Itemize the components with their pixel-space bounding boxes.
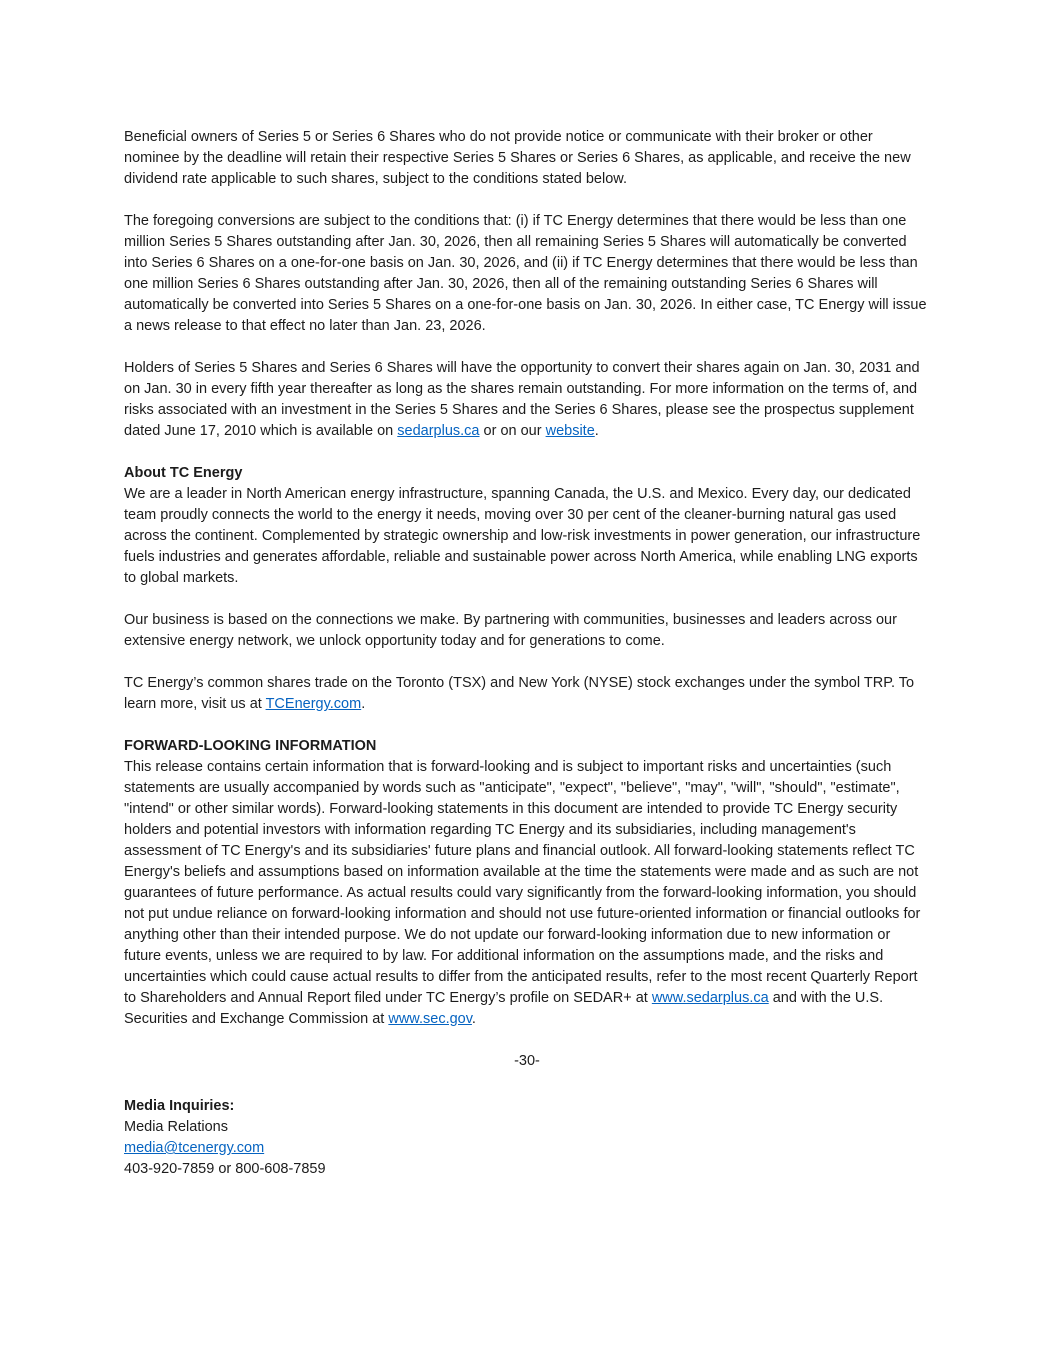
- text-segment: .: [594, 423, 599, 439]
- text-segment: .: [361, 696, 366, 712]
- sec-gov-link[interactable]: www.sec.gov: [388, 1011, 472, 1027]
- media-inquiries-heading: Media Inquiries:: [124, 1098, 235, 1114]
- paragraph-about-leader: We are a leader in North American energy infrastructure, spanning Canada, the U.S. and Mexico. Every day, our dedicated team proudly connects the world to the energy it needs, moving over 30 per cent of the cleaner-burning natural gas used across the continent. Complemented by strategic ownership and low-risk investments in power generation, our infrastructure fuels industries and generates affordable, reliable and sustainable power across North America, while enabling LNG exports to global markets.: [124, 486, 921, 586]
- tcenergy-com-link[interactable]: TCEnergy.com: [265, 696, 362, 712]
- media-inquiries-block: [124, 1096, 930, 1180]
- text-segment: .: [471, 1011, 476, 1027]
- media-email-link[interactable]: media@tcenergy.com: [124, 1140, 265, 1156]
- text-segment: TC Energy’s common shares trade on the Toronto (TSX) and New York (NYSE) stock exchanges under the symbol TRP. To learn more, visit us at: [124, 675, 915, 712]
- media-relations-line: Media Relations: [124, 1119, 228, 1135]
- end-of-release-mark: -30-: [514, 1053, 540, 1069]
- text-segment: Holders of Series 5 Shares and Series 6 Shares will have the opportunity to convert their shares again on Jan. 30, 2031 and on Jan. 30 in every fifth year thereafter as long as the shares remain outstanding. For more information on the terms of, and risks associated with an investment in the Series 5 Shares and the Series 6 Shares, please see the prospectus supplement dated June 17, 2010 which is available on: [124, 360, 920, 439]
- website-link[interactable]: website: [545, 423, 595, 439]
- forward-looking-information-heading: FORWARD-LOOKING INFORMATION: [124, 738, 377, 754]
- paragraph-about-connections: Our business is based on the connections we make. By partnering with communities, businesses and leaders across our extensive energy network, we unlock opportunity today and for generations to come.: [124, 612, 897, 649]
- paragraph-conversion-opportunity: [124, 358, 930, 442]
- media-phone-line: 403-920-7859 or 800-608-7859: [124, 1161, 326, 1177]
- text-segment: or on our: [479, 423, 546, 439]
- about-tc-energy-heading: About TC Energy: [124, 465, 243, 481]
- paragraph-forward-looking: [124, 757, 930, 1030]
- text-segment: This release contains certain information that is forward-looking and is subject to important risks and uncertainties (such statements are usually accompanied by words such as "anticipate", "expect", "believe", "may", "will", "should", "estimate", "intend" or other similar words). Forward-looking statements in this document are intended to provide TC Energy security holders and potential investors with information regarding TC Energy and its subsidiaries, including management's assessment of TC Energy's and its subsidiaries' future plans and financial outlook. All forward-looking statements reflect TC Energy's beliefs and assumptions based on information available at the time the statements were made and as such are not guarantees of future performance. As actual results could vary significantly from the forward-looking information, you should not put undue reliance on forward-looking information and should not use future-oriented information or financial outlooks for anything other than their intended purpose. We do not update our forward-looking information due to new information or future events, unless we are required to by law. For additional information on the assumptions made, and the risks and uncertainties which could cause actual results to differ from the anticipated results, refer to the most recent Quarterly Report to Shareholders and Annual Report filed under TC Energy’s profile on SEDAR+ at: [124, 759, 921, 1006]
- text-segment: and with the U.S. Securities and Exchange Commission at: [124, 990, 884, 1027]
- paragraph-conversion-conditions: The foregoing conversions are subject to the conditions that: (i) if TC Energy determines that there would be less than one million Series 5 Shares outstanding after Jan. 30, 2026, then all remaining Series 5 Shares will automatically be converted into Series 6 Shares on a one-for-one basis on Jan. 30, 2026, and (ii) if TC Energy determines that there would be less than one million Series 6 Shares outstanding after Jan. 30, 2026, then all of the remaining outstanding Series 6 Shares will automatically be converted into Series 5 Shares on a one-for-one basis on Jan. 30, 2026. In either case, TC Energy will issue a news release to that effect no later than Jan. 23, 2026.: [124, 213, 927, 334]
- paragraph-beneficial-owners: Beneficial owners of Series 5 or Series 6 Shares who do not provide notice or communicate with their broker or other nominee by the deadline will retain their respective Series 5 Shares or Series 6 Shares, as applicable, and receive the new dividend rate applicable to such shares, subject to the conditions stated below.: [124, 129, 911, 187]
- sedarplus-link[interactable]: sedarplus.ca: [397, 423, 480, 439]
- paragraph-common-shares: [124, 673, 930, 715]
- sedarplus-url-link[interactable]: www.sedarplus.ca: [651, 990, 769, 1006]
